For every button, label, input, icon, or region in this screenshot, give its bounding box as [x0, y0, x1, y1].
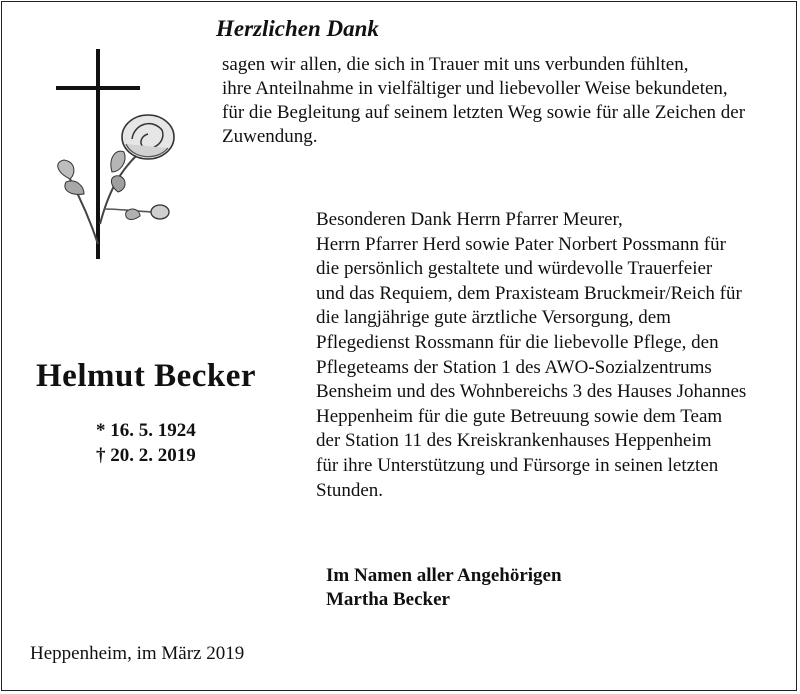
thanks-line: Besonderen Dank Herrn Pfarrer Meurer, — [316, 209, 623, 230]
birth-date: * 16. 5. 1924 — [96, 420, 196, 441]
thanks-line: Herrn Pfarrer Herd sowie Pater Norbert Possmann für — [316, 233, 726, 255]
cross-with-rose-icon — [48, 44, 188, 264]
thanks-line: für ihre Unterstützung und Fürsorge in seinen letzten — [316, 454, 719, 476]
thanks-line: die langjährige gute ärztliche Versorgung, dem — [316, 307, 671, 329]
signature-line: Im Namen aller Angehörigen — [326, 565, 562, 586]
intro-line: für die Begleitung auf seinem letzten Weg sowie für alle Zeichen der — [222, 102, 746, 123]
intro-line: ihre Anteilnahme in vielfältiger und liebevoller Weise bekundeten, — [222, 78, 728, 99]
thanks-line: Pflegedienst Rossmann für die liebevolle Pflege, den — [316, 331, 719, 353]
thanks-line: der Station 11 des Kreiskrankenhauses Heppenheim — [316, 430, 712, 452]
deceased-name: Helmut Becker — [36, 358, 257, 394]
intro-text — [222, 53, 782, 149]
life-dates — [96, 418, 196, 468]
thanks-line: Stunden. — [316, 479, 384, 501]
signature-block — [326, 564, 562, 612]
notice-heading: Herzlichen Dank — [216, 16, 379, 41]
thanks-text — [316, 208, 786, 503]
signature-name: Martha Becker — [326, 589, 450, 610]
thanks-line: Bensheim und des Wohnbereichs 3 des Hauses Johannes — [316, 381, 747, 403]
thanks-line: Heppenheim für die gute Betreuung sowie dem Team — [316, 405, 723, 427]
intro-line: sagen wir allen, die sich in Trauer mit uns verbunden fühlten, — [222, 54, 689, 75]
death-date: † 20. 2. 2019 — [96, 445, 196, 466]
thanks-line: und das Requiem, dem Praxisteam Bruckmeir/Reich für — [316, 282, 742, 304]
thanks-line: die persönlich gestaltete und würdevolle Trauerfeier — [316, 258, 713, 280]
thanks-line: Pflegeteams der Station 1 des AWO-Sozialzentrums — [316, 356, 712, 378]
intro-line: Zuwendung. — [222, 126, 318, 147]
place-date: Heppenheim, im März 2019 — [30, 643, 245, 664]
